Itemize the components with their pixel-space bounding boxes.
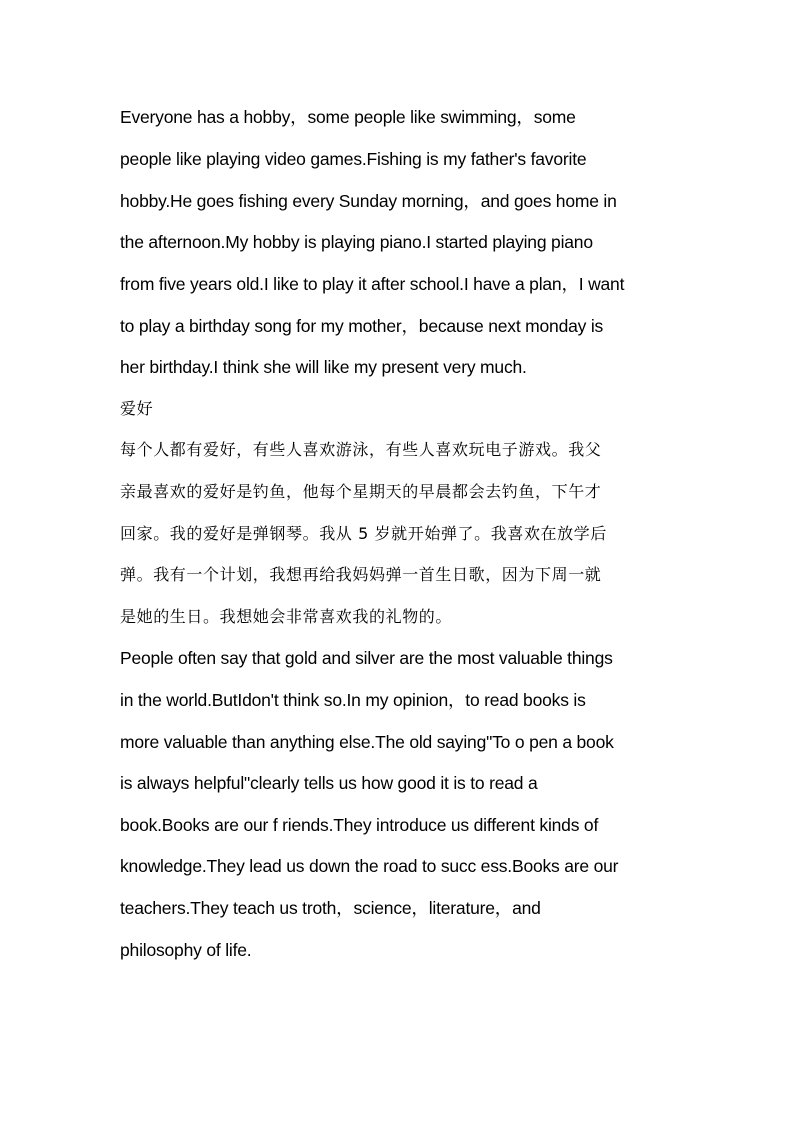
text-line: Everyone has a hobby，some people like swimming，some	[120, 107, 576, 127]
text-line: people like playing video games.Fishing is my father's favorite	[120, 149, 587, 169]
text-line: from five years old.I like to play it after school.I have a plan，I want	[120, 274, 625, 294]
text-line: 回家。我的爱好是弹钢琴。我从 5 岁就开始弹了。我喜欢在放学后	[120, 524, 607, 543]
text-line: philosophy of life.	[120, 940, 252, 960]
text-line: hobby.He goes fishing every Sunday morning，and goes home in	[120, 191, 617, 211]
text-line: People often say that gold and silver are the most valuable things	[120, 648, 613, 668]
text-line: her birthday.I think she will like my present very much.	[120, 357, 527, 377]
text-line: the afternoon.My hobby is playing piano.I started playing piano	[120, 232, 593, 252]
text-line: 亲最喜欢的爱好是钓鱼，他每个星期天的早晨都会去钓鱼，下午才	[120, 482, 602, 501]
text-line: knowledge.They lead us down the road to succ ess.Books are our	[120, 856, 619, 876]
text-line: 是她的生日。我想她会非常喜欢我的礼物的。	[120, 607, 453, 626]
text-line: is always helpful"clearly tells us how good it is to read a	[120, 773, 538, 793]
text-line: 每个人都有爱好，有些人喜欢游泳，有些人喜欢玩电子游戏。我父	[120, 440, 602, 459]
text-line: 弹。我有一个计划，我想再给我妈妈弹一首生日歌，因为下周一就	[120, 565, 602, 584]
text-line: in the world.ButIdon't think so.In my opinion，to read books is	[120, 690, 586, 710]
chinese-heading: 爱好	[120, 399, 154, 418]
text-line: to play a birthday song for my mother，because next monday is	[120, 316, 604, 336]
text-line: more valuable than anything else.The old saying"To o pen a book	[120, 732, 614, 752]
text-line: book.Books are our f riends.They introduce us different kinds of	[120, 815, 599, 835]
text-line: teachers.They teach us troth，science，literature，and	[120, 898, 541, 918]
